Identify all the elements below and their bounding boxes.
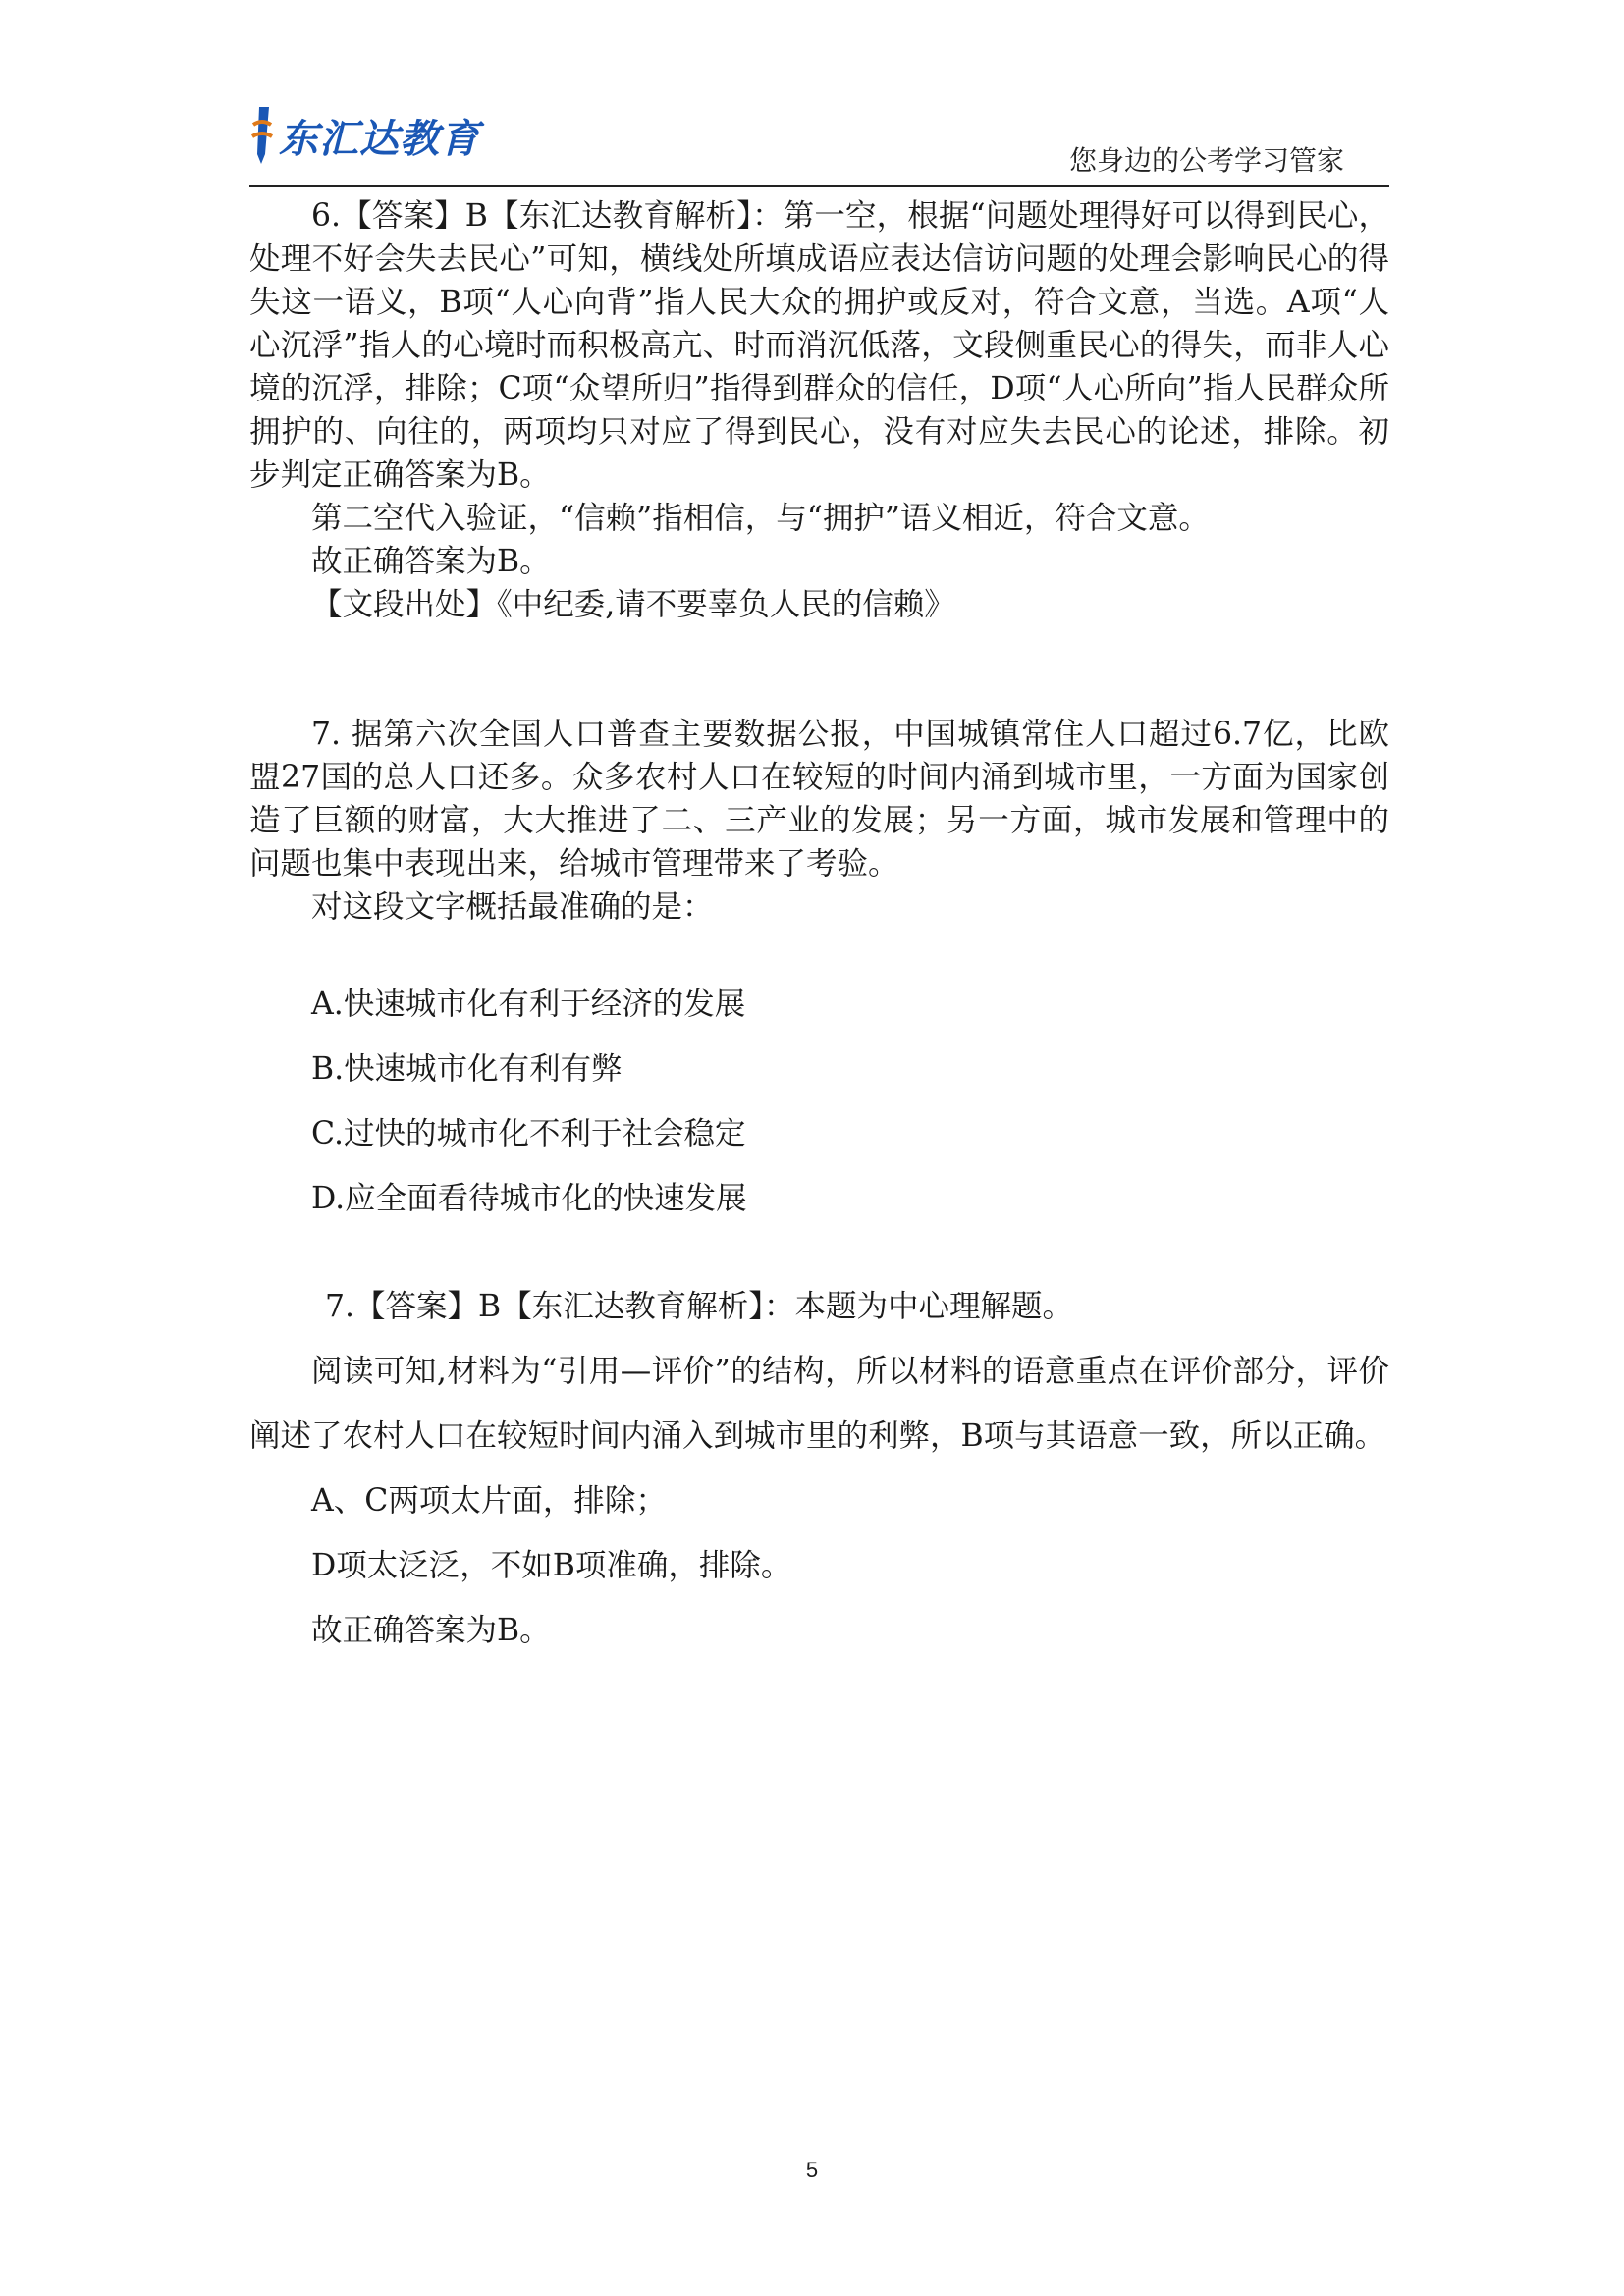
option-b: B.快速城市化有利有弊 (311, 1051, 623, 1087)
header-slogan: 您身边的公考学习管家 (1068, 144, 1344, 177)
q7-options (249, 972, 1389, 1231)
page-number: 5 (805, 2158, 819, 2182)
q7-answer-header: 7.【答案】B【东汇达教育解析】：本题为中心理解题。 (325, 1289, 1073, 1324)
option-d: D.应全面看待城市化的快速发展 (311, 1181, 747, 1216)
q7-exclude-ac: A、C两项太片面，排除； (311, 1483, 667, 1519)
q7-exclude-d: D项太泛泛，不如B项准确，排除。 (311, 1548, 792, 1583)
logo-text: 东汇达教育 (279, 116, 480, 162)
q6-source: 【文段出处】《中纪委,请不要辜负人民的信赖》 (311, 587, 955, 622)
question-6-answer (249, 194, 1389, 626)
question-7-answer (249, 1274, 1389, 1663)
q7-conclusion: 故正确答案为B。 (311, 1613, 551, 1648)
q6-analysis: 6.【答案】B【东汇达教育解析】：第一空，根据“问题处理得好可以得到民心，处理不好会失去民心”可知，横线处所填成语应表达信访问题的处理会影响民心的得失这一语义，B项“人心向背”指人民大众的拥护或反对，符合文意，当选。A项“人心沉浮”指人的心境时而积极高亢、时而消沉低落，文段侧重民心的得失，而非人心境的沉浮，排除；C项“众望所归”指得到群众的信任，D项“人心所向”指人民群众所拥护的、向往的，两项均只对应了得到民心，没有对应失去民心的论述，排除。初步判定正确答案为B。 (249, 198, 1389, 493)
q7-stem: 7. 据第六次全国人口普查主要数据公报，中国城镇常住人口超过6.7亿，比欧盟27国的总人口还多。众多农村人口在较短的时间内涌到城市里，一方面为国家创造了巨额的财富，大大推进了二、三产业的发展；另一方面，城市发展和管理中的问题也集中表现出来，给城市管理带来了考验。 (249, 717, 1389, 881)
page-content (249, 194, 1389, 1663)
q6-verification: 第二空代入验证，“信赖”指相信，与“拥护”语义相近，符合文意。 (311, 501, 1210, 536)
q6-conclusion: 故正确答案为B。 (311, 544, 551, 579)
option-a: A.快速城市化有利于经济的发展 (311, 987, 746, 1022)
page-header (249, 94, 1389, 187)
logo-pen-icon (249, 105, 275, 166)
q7-analysis: 阅读可知,材料为“引用—评价”的结构，所以材料的语意重点在评价部分，评价阐述了农村人口在较短时间内涌入到城市里的利弊，B项与其语意一致，所以正确。 (249, 1354, 1389, 1454)
question-7 (249, 713, 1389, 1231)
option-c: C.过快的城市化不利于社会稳定 (311, 1116, 746, 1151)
company-logo (249, 104, 480, 167)
q7-prompt: 对这段文字概括最准确的是： (311, 889, 714, 925)
